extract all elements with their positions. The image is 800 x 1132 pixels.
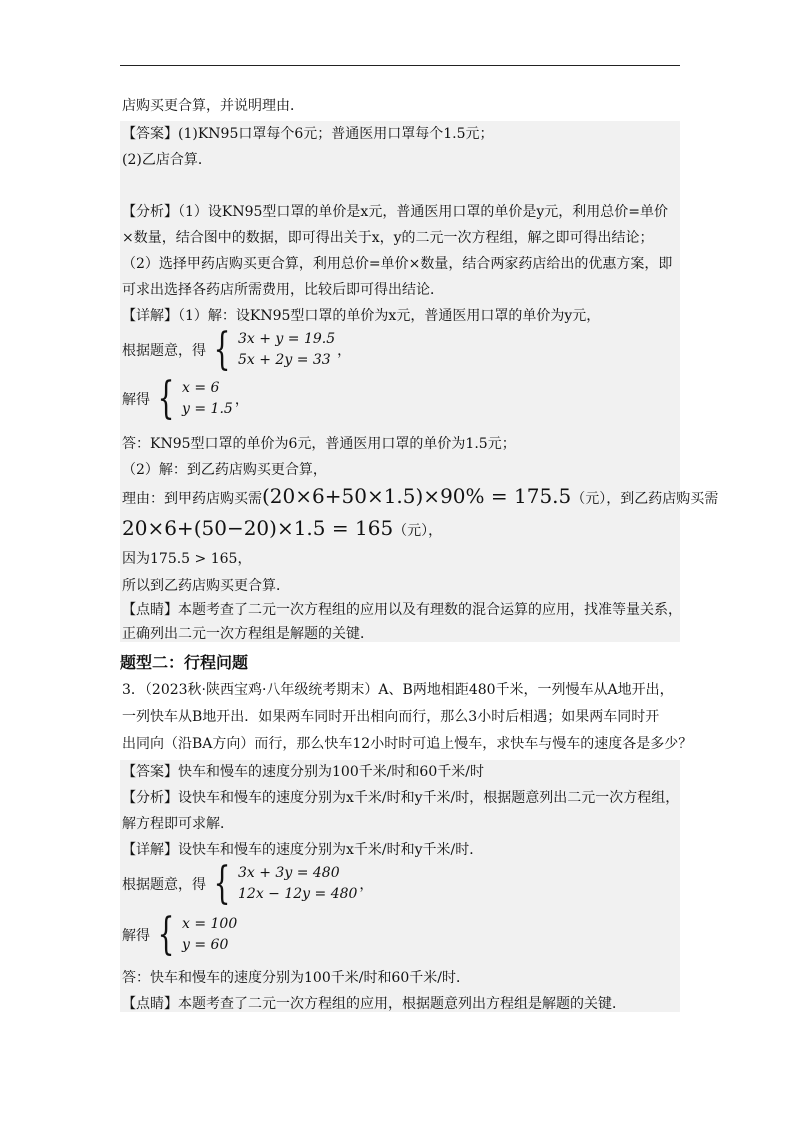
conclusion-line: 所以到乙药店购买更合算．	[122, 578, 290, 594]
brace-symbol: {	[213, 858, 231, 909]
system-label: 解得	[122, 928, 150, 944]
calc-line	[122, 518, 442, 541]
comment-line-1: 【点睛】本题考查了二元一次方程组的应用以及有理数的混合运算的应用，找准等量关系，	[122, 602, 682, 618]
answer-part1: 答：KN95型口罩的单价为6元，普通医用口罩的单价为1.5元；	[122, 436, 516, 452]
part2-heading: （2）解：到乙药店购买更合算，	[122, 462, 327, 478]
system-label: 根据题意，得	[122, 343, 206, 359]
q3-answer: 【答案】快车和慢车的速度分别为100千米/时和60千米/时	[122, 764, 484, 780]
calc-expression: 20×6+(50−20)×1.5 = 165	[122, 516, 394, 540]
q3-solution-system	[122, 909, 238, 960]
equation: x = 100	[182, 916, 238, 932]
analysis-line-3: （2）选择甲药店购买更合算，利用总价=单价×数量，结合两家药店给出的优惠方案，即	[122, 256, 673, 272]
q3-analysis-2: 解方程即可求解．	[122, 816, 234, 832]
equation: 5x + 2y = 33	[238, 352, 331, 368]
reason-line	[122, 486, 718, 509]
section-title: 题型二：行程问题	[120, 653, 249, 672]
reason-expression: (20×6+50×1.5)×90% = 175.5	[262, 484, 572, 508]
because-expression: 175.5 > 165	[150, 551, 238, 567]
comma: ，	[337, 343, 352, 359]
system-label: 解得	[122, 392, 150, 408]
because-line	[122, 549, 251, 569]
comment-line-2: 正确列出二元一次方程组是解题的关键．	[122, 626, 374, 642]
because-text: 因为	[122, 551, 150, 567]
brace-symbol: {	[157, 909, 175, 960]
answer-line-1: 【答案】(1)KN95口罩每个6元；普通医用口罩每个1.5元；	[122, 126, 494, 142]
q3-line-3: 出同向（沿BA方向）而行，那么快车12小时时可追上慢车，求快车与慢车的速度各是多少？	[122, 736, 693, 752]
q3-line-2: 一列快车从B地开出．如果两车同时开出相向而行，那么3小时后相遇；如果两车同时开	[122, 709, 660, 725]
comma: ，	[359, 877, 374, 893]
system-label: 根据题意，得	[122, 877, 206, 893]
comma: ，	[234, 392, 249, 408]
equation: x = 6	[182, 380, 220, 396]
q3-analysis-1: 【分析】设快车和慢车的速度分别为x千米/时和y千米/时，根据题意列出二元一次方程组，	[122, 790, 680, 806]
equation: 3x + 3y = 480	[238, 865, 340, 881]
q3-equation-system	[122, 858, 374, 909]
equation: y = 60	[182, 937, 229, 953]
equation: 3x + y = 19.5	[238, 331, 336, 347]
q3-comment: 【点睛】本题考查了二元一次方程组的应用，根据题意列出方程组是解题的关键．	[122, 996, 626, 1012]
equation-system-1	[122, 324, 352, 375]
equation: y = 1.5	[182, 401, 233, 417]
q3-detail: 【详解】设快车和慢车的速度分别为x千米/时和y千米/时．	[122, 842, 484, 858]
reason-text: 理由：到甲药店购买需	[122, 491, 262, 507]
reason-text-2: （元），到乙药店购买需	[571, 491, 719, 507]
problem-continuation: 店购买更合算，并说明理由．	[122, 98, 304, 114]
q3-line-1: 3．（2023秋·陕西宝鸡·八年级统考期末）A、B两地相距480千米，一列慢车从A地开出，	[122, 682, 674, 698]
calc-unit: （元），	[393, 523, 443, 539]
analysis-line-1: 【分析】（1）设KN95型口罩的单价是x元，普通医用口罩的单价是y元，利用总价=单价	[122, 204, 668, 220]
q3-final-answer: 答：快车和慢车的速度分别为100千米/时和60千米/时．	[122, 970, 470, 986]
analysis-line-2: ×数量，结合图中的数据，即可得出关于x，y的二元一次方程组，解之即可得出结论；	[122, 230, 654, 246]
equation: 12x − 12y = 480	[238, 886, 358, 902]
brace-symbol: {	[213, 324, 231, 375]
because-comma: ，	[237, 551, 252, 567]
header-rule	[120, 65, 680, 66]
answer-line-2: (2)乙店合算．	[122, 152, 212, 168]
detail-intro: 【详解】（1）解：设KN95型口罩的单价为x元，普通医用口罩的单价为y元，	[122, 308, 601, 324]
brace-symbol: {	[157, 373, 175, 424]
solution-system-1	[122, 373, 249, 424]
analysis-line-4: 可求出选择各药店所需费用，比较后即可得出结论．	[122, 282, 444, 298]
